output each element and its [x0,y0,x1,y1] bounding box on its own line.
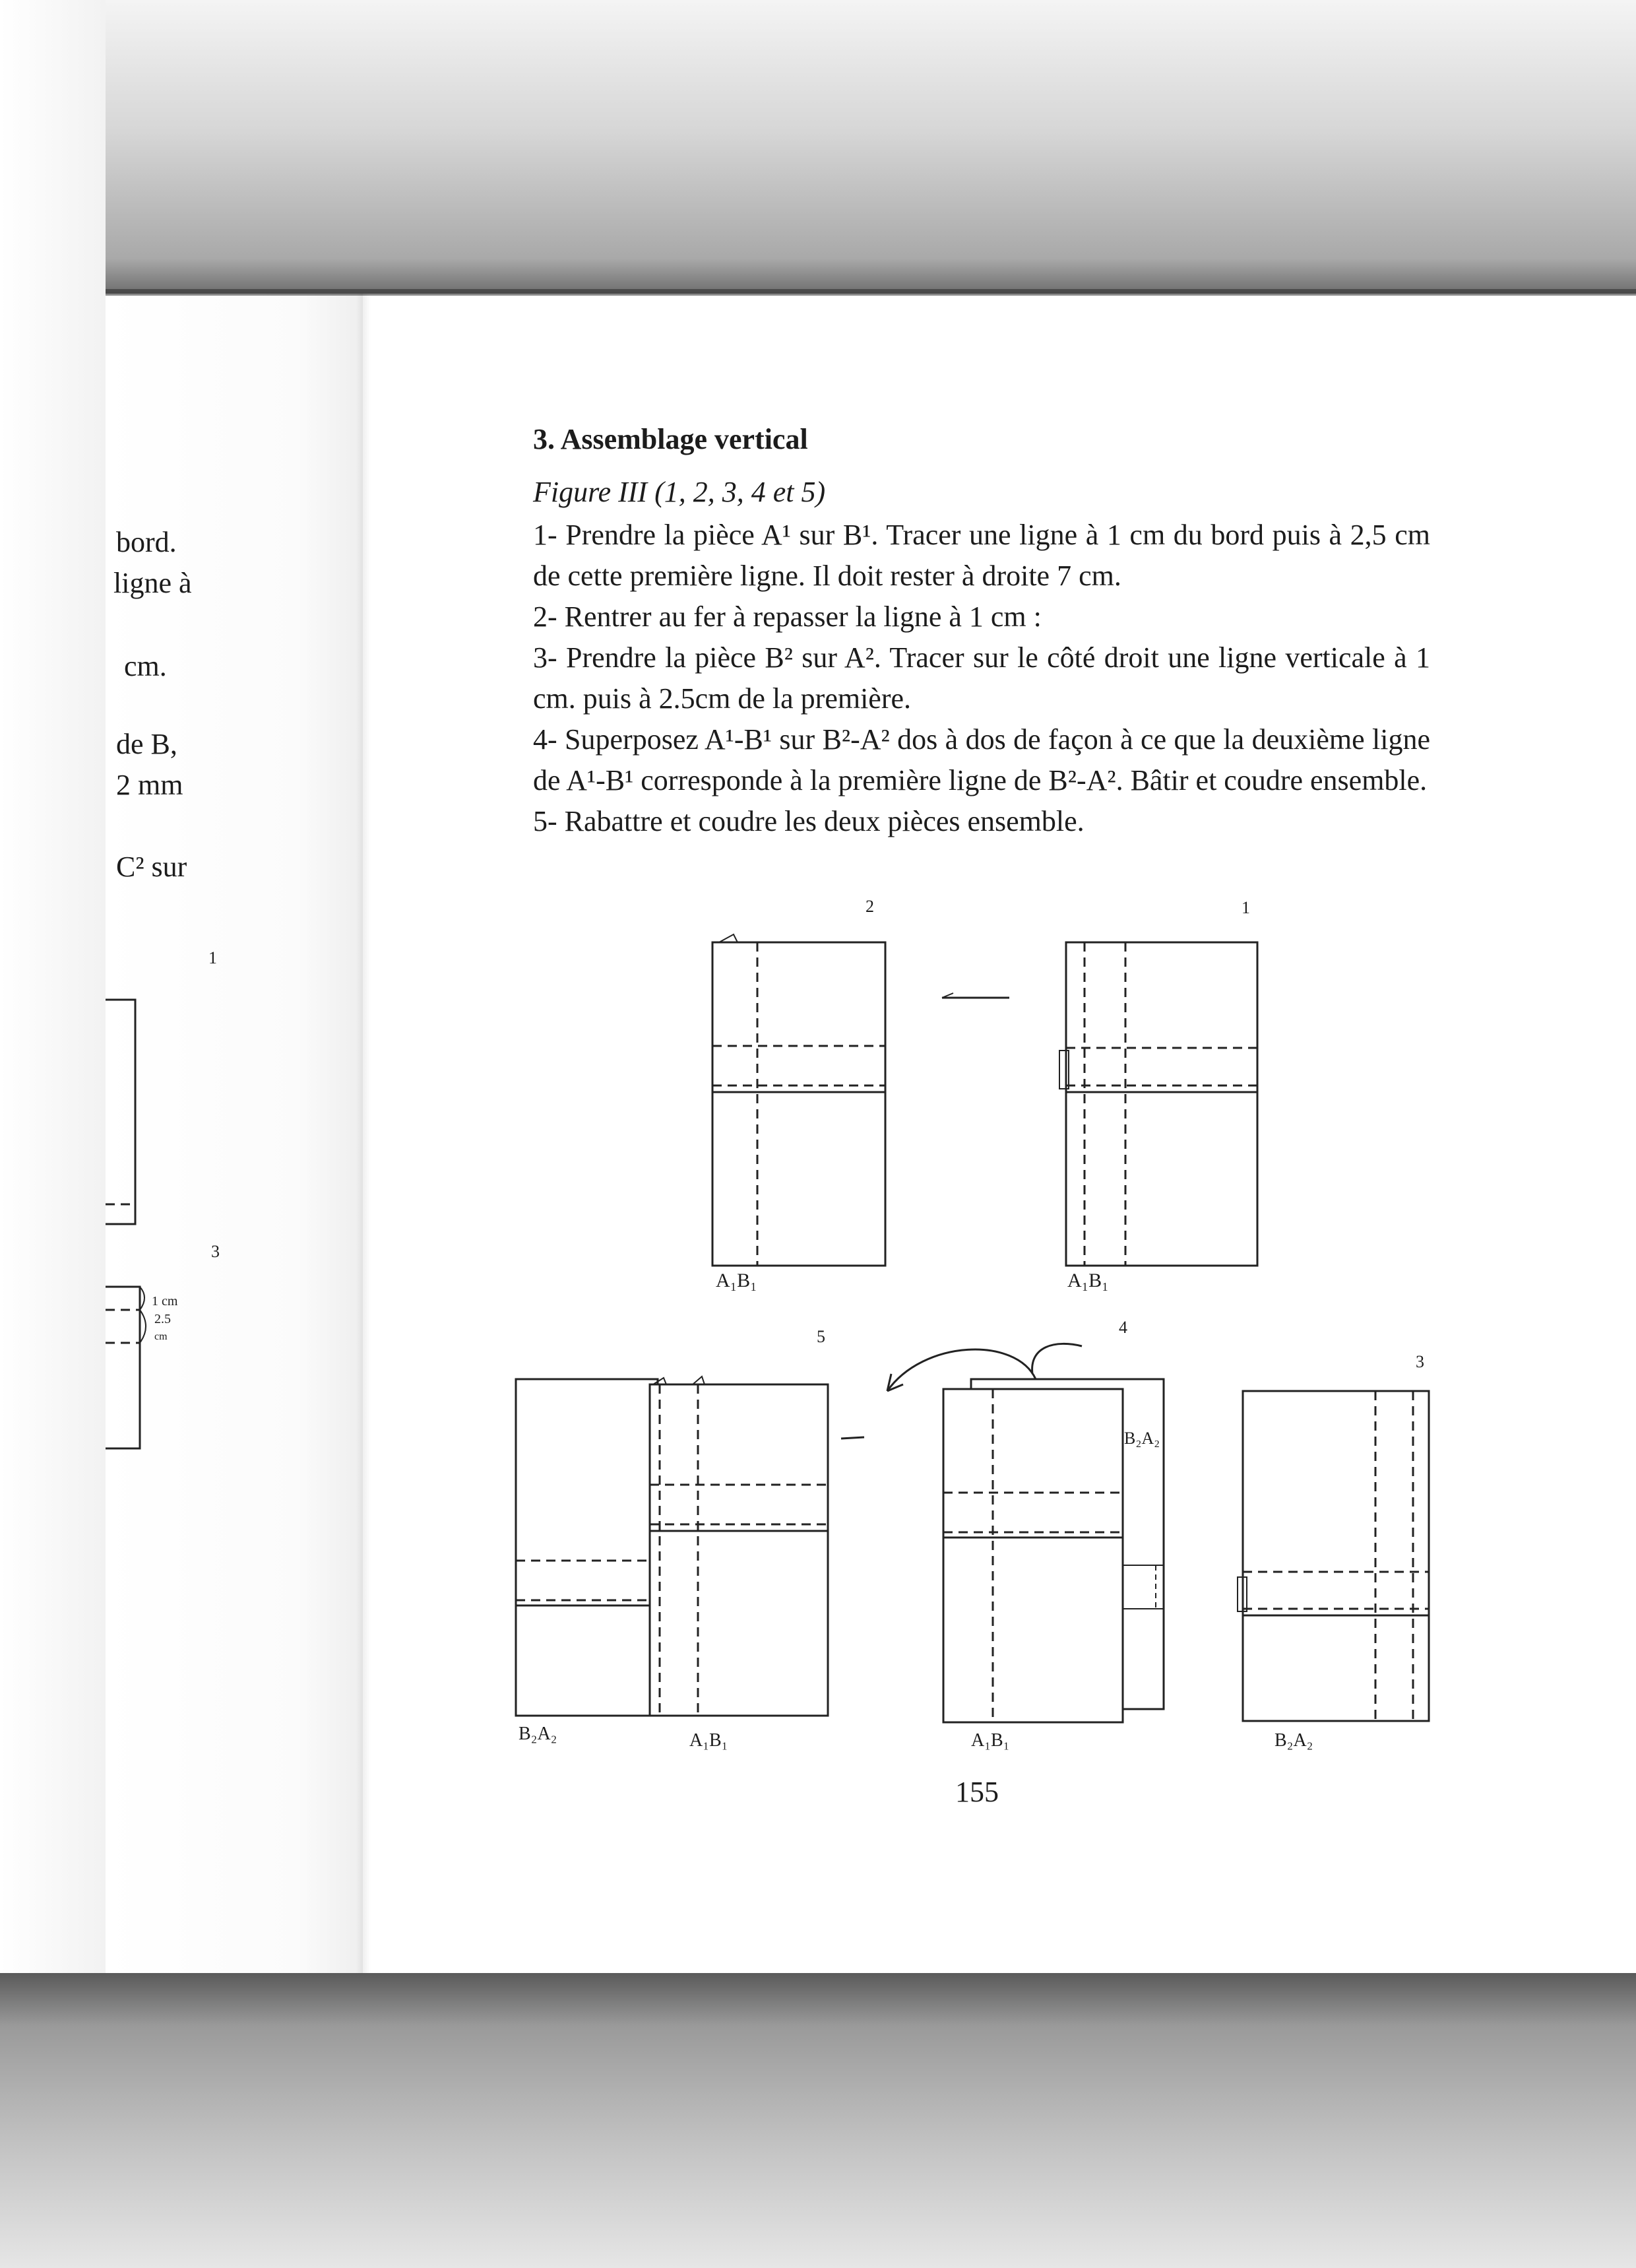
arrow-left [841,1437,864,1439]
left-fragment: 2 mm [116,769,183,801]
left-fragment: de B, [116,728,177,760]
left-fragment: ligne à [113,567,192,599]
measure-label: 1 cm [152,1294,178,1309]
step-5: 5- Rabattre et coudre les deux pièces ensemble. [533,805,1085,837]
figure-3 [1238,1352,1429,1751]
figure-number: 1 [1242,898,1250,917]
left-figure-3 [106,1242,220,1448]
figure-number: 4 [1119,1318,1127,1337]
left-fragment: bord. [116,526,177,558]
figure-5 [516,1327,828,1751]
left-fragment: C² sur [116,851,187,883]
left-fragment: cm. [124,650,167,682]
fold-arrow [1032,1344,1082,1374]
figure-number: 3 [1416,1352,1424,1371]
figure-number: 5 [817,1327,825,1346]
left-figure-number: 1 [208,948,217,967]
measure-label: cm [154,1331,168,1342]
figure-number: 2 [865,897,874,916]
figure-4 [943,1318,1164,1751]
figure-label: A₁B₁ [689,1730,728,1751]
page-number: 155 [955,1776,999,1808]
step-3: 3- Prendre la pièce B² sur A². Tracer sur le côté droit une ligne verticale à 1 cm. puis à 2.5cm de la première. [533,641,1430,715]
step-1: 1- Prendre la pièce A¹ sur B¹. Tracer une ligne à 1 cm du bord puis à 2,5 cm de cette première ligne. Il doit rester à droite 7 cm. [533,519,1430,592]
section-heading: 3. Assemblage vertical [533,423,808,455]
figure-label: A₁B₁ [716,1270,757,1291]
figure-side-label: B₂A₂ [1124,1429,1160,1448]
figure-2 [712,897,885,1291]
left-figure-1 [106,948,217,1224]
step-2: 2- Rentrer au fer à repasser la ligne à 1 cm : [533,600,1042,633]
figure-1 [1059,898,1257,1291]
figure-label: A₁B₁ [1067,1270,1109,1291]
figure-caption: Figure III (1, 2, 3, 4 et 5) [533,476,826,508]
step-4: 4- Superposez A¹-B¹ sur B²-A² dos à dos de façon à ce que la deuxième ligne de A¹-B¹ corresponde à la première ligne de B²-A². Bâtir et coudre ensemble. [533,723,1430,796]
figure-label: B₂A₂ [1274,1730,1313,1751]
left-figure-number: 3 [211,1242,220,1261]
figure-label: A₁B₁ [971,1730,1010,1751]
measure-label: 2.5 [154,1312,171,1326]
figure-label: B₂A₂ [519,1724,557,1744]
